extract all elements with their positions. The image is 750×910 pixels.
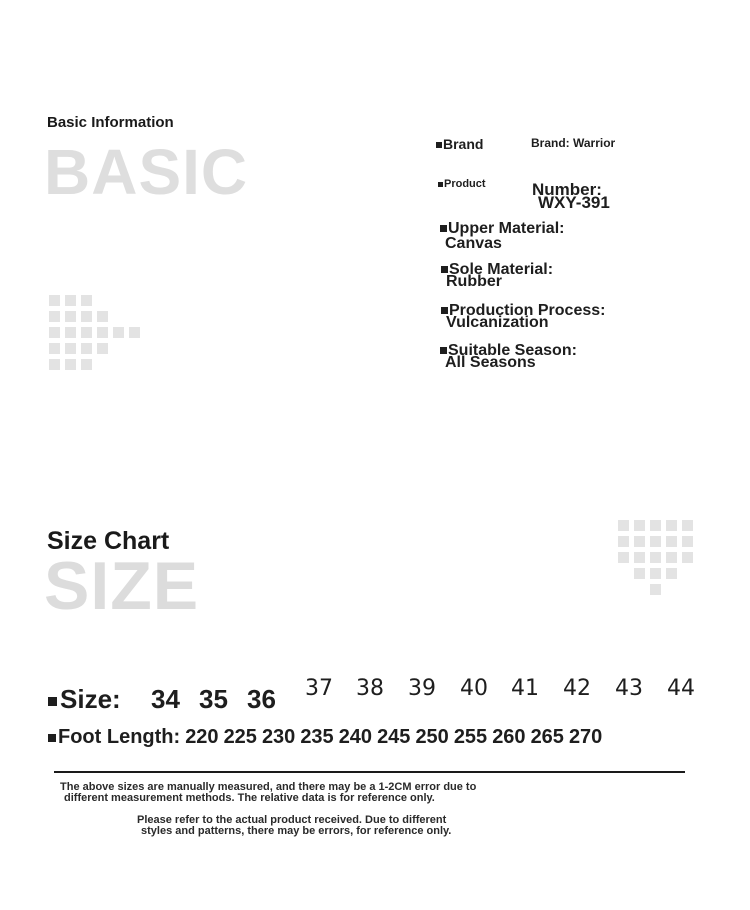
size-watermark: SIZE (44, 548, 200, 624)
size-value: 36 (247, 684, 276, 714)
bullet-square-icon (438, 182, 443, 187)
size-value: 37 (305, 676, 333, 701)
size-row-label: Size: (48, 684, 121, 715)
brand-label: Brand (436, 137, 483, 151)
size-value: 34 (151, 684, 180, 714)
suitable-season-label: Suitable Season: (440, 343, 577, 359)
sole-material-label: Sole Material: (441, 262, 553, 278)
brand-value: Brand: Warrior (531, 136, 616, 150)
number-value: WXY-391 (538, 193, 610, 212)
size-value: 35 (199, 684, 228, 714)
foot-length-row (48, 726, 602, 749)
size-chart-title: Size Chart (47, 527, 170, 555)
note-line: different measurement methods. The relative data is for reference only. (64, 792, 435, 804)
upper-material-label: Upper Material: (440, 221, 564, 237)
dot-grid-decoration-right (618, 520, 693, 595)
foot-length-value: 270 (568, 726, 603, 748)
measurement-note (60, 782, 560, 804)
foot-length-value: 255 (453, 726, 488, 748)
foot-length-value: 230 (261, 726, 296, 748)
size-value: 42 (563, 676, 591, 701)
foot-length-value: 235 (300, 726, 334, 748)
production-process-value: Vulcanization (446, 314, 549, 331)
number-label: Number: (532, 180, 602, 199)
bullet-square-icon (440, 225, 447, 232)
suitable-season-value: All Seasons (445, 354, 536, 371)
upper-material-value: Canvas (445, 235, 502, 252)
size-value: 43 (615, 676, 643, 701)
note-line: The above sizes are manually measured, and there may be a 1-2CM error due to (60, 781, 477, 793)
bullet-square-icon (48, 697, 57, 706)
bullet-square-icon (48, 734, 56, 742)
foot-length-value: 260 (492, 726, 526, 748)
size-value: 40 (460, 676, 488, 701)
basic-watermark: BASIC (44, 136, 249, 208)
divider-line (54, 771, 685, 773)
product-note (137, 815, 537, 837)
note-line: Please refer to the actual product received. Due to different (137, 814, 447, 826)
bullet-square-icon (436, 142, 442, 148)
size-value: 38 (356, 676, 384, 701)
foot-length-value: 220 (185, 726, 219, 748)
sole-material-value: Rubber (446, 273, 502, 290)
foot-length-value: 240 (338, 726, 373, 748)
foot-length-label: Foot Length: (58, 726, 181, 748)
product-label: Product (438, 179, 486, 190)
foot-length-value: 225 (223, 726, 257, 748)
note-line: styles and patterns, there may be errors, for reference only. (141, 825, 452, 837)
foot-length-value: 245 (377, 726, 411, 748)
foot-length-value: 250 (415, 726, 449, 748)
basic-info-title: Basic Information (47, 114, 174, 131)
dot-grid-decoration-left (49, 295, 140, 370)
production-process-label: Production Process: (441, 303, 605, 319)
size-value: 41 (511, 676, 539, 701)
foot-length-value: 265 (530, 726, 564, 748)
size-value: 44 (667, 676, 695, 701)
size-value: 39 (408, 676, 436, 701)
